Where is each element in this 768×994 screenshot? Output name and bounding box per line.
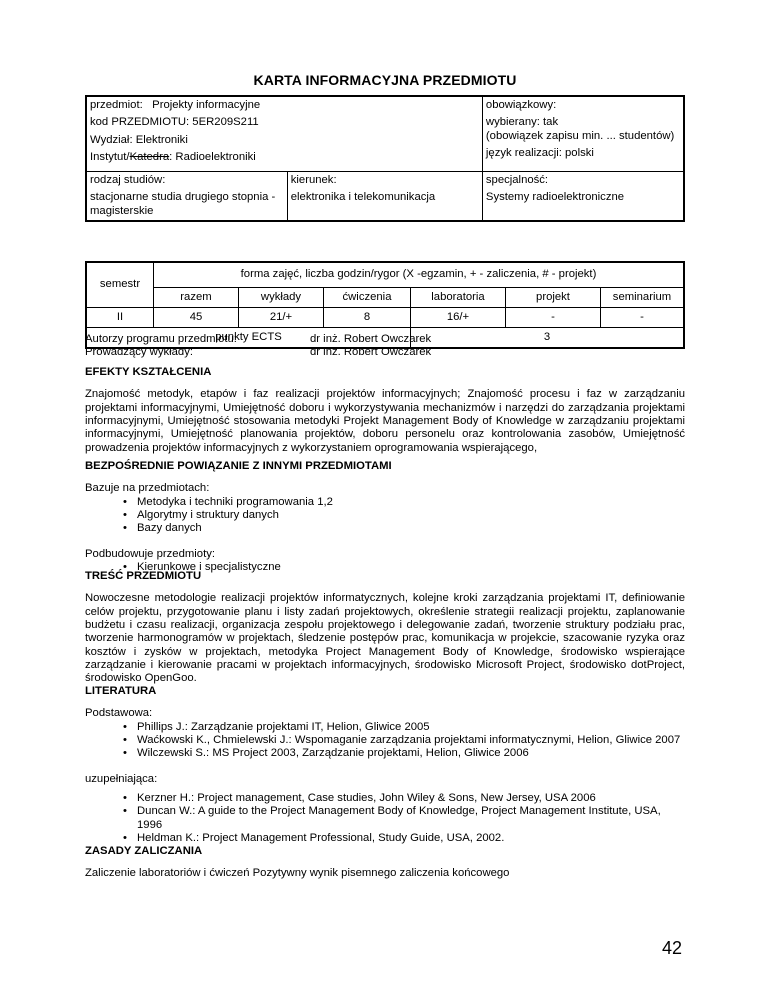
course-code: kod PRZEDMIOTU: 5ER209S211 [90,116,259,129]
ects-value: 3 [411,328,685,349]
authors-value: dr inż. Robert Owczarek [310,333,432,345]
page-number: 42 [661,938,682,958]
value-wyklady: 21/+ [239,308,324,328]
bazuje-label: Bazuje na przedmiotach: [85,482,210,495]
value-razem: 45 [154,308,239,328]
col-header-laboratoria: laboratoria [411,288,506,308]
efekty-heading: EFEKTY KSZTAŁCENIA [85,366,212,378]
tresc-text: Nowoczesne metodologie realizacji projektów informatycznych, kolejne kroki zarządzania projektami IT, definiowanie celów projektu, przygotowanie planu i listy zadań projektowych, określenie strategii realizacji projektu, zaplanowanie budżetu i czasu realizacji, organizacja zespołu projektowego i delegowanie zadań, tworzenie struktury podziału prac, tworzenie harmonogramów w projektach, śledzenie postępów prac, komunikacja w projekcie, szacowanie ryzyka oraz kosztów i zysków w projektach, metodyka Project Management Body of Knowledge, środowisko wspierające zarządzanie i kierowanie pracami w projektach informacyjnych, środowisko Microsoft Project, środowisko dotProject, środowisko OpenGoo. [85,592,685,685]
list-item: • Heldman K.: Project Management Professional, Study Guide, USA, 2002. [123,832,685,845]
col-header-wyklady: wykłady [239,288,324,308]
section-tresc [85,570,685,686]
value-seminarium: - [601,308,685,328]
field-label: kierunek: [290,174,337,186]
semester-value: II [86,308,154,328]
study-type-cell [86,172,287,221]
section-zasady [85,845,685,881]
authors-block [85,333,685,360]
uzupelniajaca-label: uzupełniająca: [85,772,158,785]
specialty-value: Systemy radioelektroniczne [485,191,625,204]
list-item: • Phillips J.: Zarządzanie projektami IT, Helion, Gliwice 2005 [123,721,685,734]
col-header-cwiczenia: ćwiczenia [324,288,411,308]
literatura-heading: LITERATURA [85,685,157,697]
semester-header: semestr [86,262,154,308]
col-header-seminarium: seminarium [601,288,685,308]
list-item: • Kierunkowe i specjalistyczne [123,561,685,574]
field-cell [287,172,482,221]
uzupelniajaca-list [85,792,685,845]
podstawowa-list [85,721,685,761]
list-item: • Kerzner H.: Project management, Case studies, John Wiley & Sons, New Jersey, USA 2006 [123,792,685,805]
section-literatura [85,685,685,845]
col-header-projekt: projekt [506,288,601,308]
section-efekty [85,366,685,455]
authors-label: Autorzy programu przedmiotu: [85,333,237,345]
faculty: Wydział: Elektroniki [90,133,188,146]
powiazania-heading: BEZPOŚREDNIE POWIĄZANIE Z INNYMI PRZEDMIOTAMI [85,460,392,472]
lecturer-value: dr inż. Robert Owczarek [310,346,432,359]
course-info-table [85,95,685,222]
list-item: • Bazy danych [123,522,685,535]
zasady-heading: ZASADY ZALICZANIA [85,845,203,857]
value-laboratoria: 16/+ [411,308,506,328]
list-item: • Algorytmy i struktury danych [123,509,685,522]
study-type-label: rodzaj studiów: [90,174,166,186]
institute: Instytut/Katedra: Radioelektroniki [90,150,256,163]
form-header: forma zajęć, liczba godzin/rygor (X -egzamin, + - zaliczenia, # - projekt) [154,262,685,288]
course-name: przedmiot: Projekty informacyjne [90,99,261,111]
lecturer-label: Prowadzący wykłady: [85,346,193,359]
podbudowuje-label: Podbudowuje przedmioty: [85,547,215,560]
ects-label: punkty ECTS [86,328,411,349]
podstawowa-label: Podstawowa: [85,707,153,720]
efekty-text: Znajomość metodyk, etapów i faz realizacji projektów informacyjnych; Znajomość procesu i faz w zarządzaniu projektami informacyjnymi, Umiejętność doboru i wykorzystywania mechanizmów i narzędzi do zarządzania projektami informacyjnymi, Umiejętność stosowania metodyki Projekt Management Body of Knowledge w zarządzaniu projektami informacyjnymi, Umiejętność planowania projektów, doboru personelu oraz kontrolowania zasobów, Umiejętność prowadzenia projektów informacyjnych z wykorzystaniem oprogramowania wspierającego, [85,388,685,454]
value-cwiczenia: 8 [324,308,411,328]
mandatory-label: obowiązkowy: [485,99,557,111]
tresc-heading: TREŚĆ PRZEDMIOTU [85,570,202,582]
document-title: KARTA INFORMACYJNA PRZEDMIOTU [253,72,517,88]
struck-word: Katedra [129,150,170,163]
col-header-razem: razem [154,288,239,308]
specialty-cell [482,172,684,221]
list-item: • Duncan W.: A guide to the Project Management Body of Knowledge, Project Management Institute, USA, 1996 [123,805,685,832]
study-type-value: stacjonarne studia drugiego stopnia - magisterskie [90,191,276,217]
list-item: • Waćkowski K., Chmielewski J.: Wspomaganie zarządzania projektami informatycznymi, Helion, Gliwice 2007 [123,734,685,747]
value-projekt: - [506,308,601,328]
language: język realizacji: polski [485,146,594,159]
section-powiazania [85,460,685,574]
field-value: elektronika i telekomunikacja [290,191,436,204]
list-item: • Metodyka i techniki programowania 1,2 [123,496,685,509]
bazuje-list [85,496,685,536]
course-status-cell [482,96,684,172]
elective-status: wybierany: tak (obowiązek zapisu min. ... studentów) [485,116,675,142]
specialty-label: specjalność: [485,174,549,186]
zasady-text: Zaliczenie laboratoriów i ćwiczeń Pozytywny wynik pisemnego zaliczenia końcowego [85,867,510,880]
course-identity-cell [86,96,482,172]
list-item: • Wilczewski S.: MS Project 2003, Zarządzanie projektami, Helion, Gliwice 2006 [123,747,685,760]
